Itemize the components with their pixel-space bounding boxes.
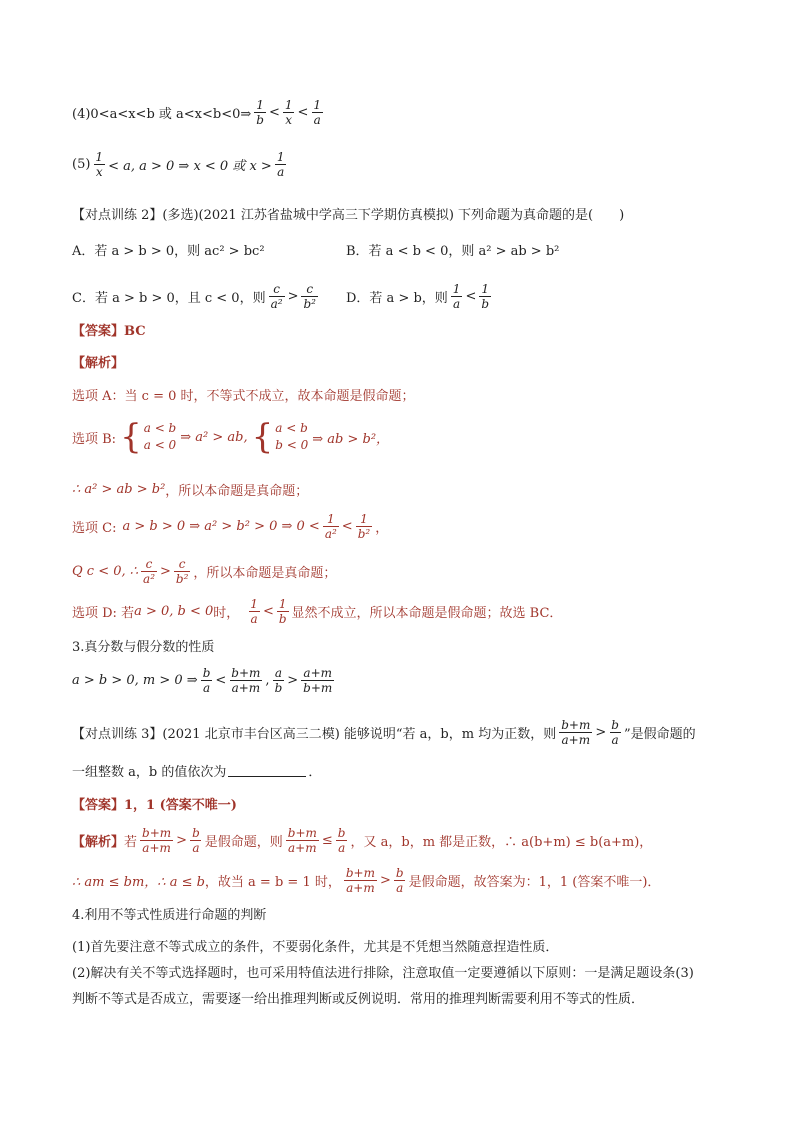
option-c: C．若 a > b > 0，且 c < 0，则 $\frac{c}{\text{a²}}$ > $\frac{c}{\text{b²}}$: [72, 282, 316, 311]
inequality-system: { a < b b < 0: [251, 417, 309, 457]
exercise-3-analysis-line2: ∴ am ≤ bm，∴ a ≤ b ，故当 a = b = 1 时， $\frac{b+m}{a+m}$ > $\frac{b}{a}$ 是假命题，故答案为：1，1 (答案不唯一)．: [72, 866, 661, 895]
inequality-system: { a < b a < 0: [120, 417, 177, 457]
exercise-3-question: 一组整数 a，b 的值依次为 ．: [72, 765, 322, 780]
fraction: $\frac{c}{\text{b²}}$: [175, 557, 189, 586]
analysis-option-b: 选项 B: { a < b a < 0 ⇒ a² > ab, { a < b b < 0 ⇒ ab > b²，: [72, 417, 390, 457]
fraction: $\frac{b+m}{a+m}$: [345, 866, 375, 895]
exercise-3-analysis: 【解析】 若 $\frac{b+m}{a+m}$ > $\frac{b}{a}$ 是假命题，则 $\frac{b+m}{a+m}$ ≤ $\frac{b}{a}$ ，又 a，b，m 都是正数，∴ a(b+m) ≤ b(a+m)，: [72, 826, 653, 855]
fraction: $\frac{1}{a}$: [250, 597, 258, 626]
fraction: $\frac{1}{a}$: [276, 150, 285, 179]
section-4-paragraph-2: (2)解决有关不等式选择题时，也可采用特值法进行排除，注意取值一定要遵循以下原则：一是满足题设条(3): [72, 966, 694, 981]
fraction: $\frac{c}{\text{a²}}$: [143, 557, 156, 586]
fraction: $\frac{1}{a}$: [452, 282, 461, 311]
fraction: $\frac{b}{a}$: [611, 718, 619, 747]
option-b: B．若 a < b < 0，则 a² > ab > b²: [346, 244, 560, 259]
fraction: $\frac{b}{a}$: [192, 826, 200, 855]
analysis-option-d: 选项 D: 若 a > 0, b < 0 时， $\frac{1}{a}$ < $\frac{1}{b}$ 显然不成立，所以本命题是假命题；故选 BC．: [72, 597, 563, 626]
answer-blank: [228, 764, 306, 777]
fraction: $\frac{1}{b}$: [481, 282, 490, 311]
exercise-2-heading: 【对点训练 2】(多选)(2021 江苏省盐城中学高三下学期仿真模拟) 下列命题为真命题的是( ): [72, 208, 625, 223]
fraction: $\frac{1}{\text{b²}}$: [357, 512, 371, 541]
property-4: (4)0<a<x<b 或 a<x<b<0⇒ $\frac{1}{b}$ < $\frac{1}{x}$ < $\frac{1}{a}$: [72, 98, 322, 127]
fraction: $\frac{b+m}{a+m}$: [231, 666, 261, 695]
property-5: (5) $\frac{1}{x}$ < a, a > 0 ⇒ x < 0 或 x > $\frac{1}{a}$: [72, 150, 285, 179]
fraction: $\frac{b}{a}$: [395, 866, 404, 895]
fraction: $\frac{b}{a}$: [202, 666, 211, 695]
analysis-option-c-conclusion: Q c < 0, ∴ $\frac{c}{\text{a²}}$ > $\frac{c}{\text{b²}}$ ，所以本命题是真命题；: [72, 557, 337, 586]
analysis-option-b-conclusion: ∴ a² > ab > b² ，所以本命题是真命题；: [72, 482, 309, 499]
fraction: $\frac{1}{b}$: [256, 98, 264, 127]
section-4-paragraph-1: (1)首先要注意不等式成立的条件，不要弱化条件，尤其是不凭想当然随意捏造性质．: [72, 940, 559, 955]
fraction: $\frac{1}{\text{a²}}$: [324, 512, 337, 541]
fraction: $\frac{b+m}{a+m}$: [287, 826, 317, 855]
analysis-option-c: 选项 C: a > b > 0 ⇒ a² > b² > 0 ⇒ 0 < $\frac{1}{\text{a²}}$ < $\frac{1}{\text{b²}}$ ，: [72, 512, 389, 541]
section-4-paragraph-3: 判断不等式是否成立，需要逐一给出推理判断或反例说明．常用的推理判断需要利用不等式的性质．: [72, 992, 645, 1007]
exercise-3-heading: 【对点训练 3】(2021 北京市丰台区高三二模) 能够说明“若 a，b，m 均为正数，则 $\frac{b+m}{a+m}$ > $\frac{b}{a}$ ”是假命题的: [72, 718, 696, 747]
fraction: $\frac{1}{a}$: [313, 98, 322, 127]
fraction: $\frac{1}{x}$: [284, 98, 293, 127]
fraction: $\frac{c}{\text{b²}}$: [303, 282, 316, 311]
fraction: $\frac{1}{x}$: [95, 150, 104, 179]
fraction: $\frac{b+m}{a+m}$: [561, 718, 591, 747]
fraction: $\frac{a+m}{b+m}$: [303, 666, 333, 695]
option-d: D．若 a > b，则 $\frac{1}{a}$ < $\frac{1}{b}$: [346, 282, 490, 311]
section-4-title: 4.利用不等式性质进行命题的判断: [72, 908, 267, 923]
fraction: $\frac{c}{\text{a²}}$: [270, 282, 283, 311]
fraction: $\frac{b+m}{a+m}$: [142, 826, 172, 855]
property-4-prefix: (4)0<a<x<b 或 a<x<b<0⇒: [72, 107, 252, 122]
fraction: $\frac{1}{b}$: [278, 597, 287, 626]
fraction: $\frac{b}{a}$: [337, 826, 346, 855]
analysis-label: 【解析】: [72, 356, 125, 371]
analysis-option-a: 选项 A：当 c = 0 时，不等式不成立，故本命题是假命题；: [72, 389, 415, 404]
fraction: $\frac{a}{b}$: [274, 666, 283, 695]
section-3-formula: a > b > 0, m > 0 ⇒ $\frac{b}{a}$ < $\frac{b+m}{a+m}$ , $\frac{a}{b}$ > $\frac{a+m}{b+m}$: [72, 666, 333, 695]
section-3-title: 3.真分数与假分数的性质: [72, 640, 215, 655]
option-a: A．若 a > b > 0，则 ac² > bc²: [72, 244, 265, 259]
exercise-3-answer: 【答案】1，1 (答案不唯一): [72, 798, 237, 813]
answer-label: 【答案】BC: [72, 324, 146, 339]
